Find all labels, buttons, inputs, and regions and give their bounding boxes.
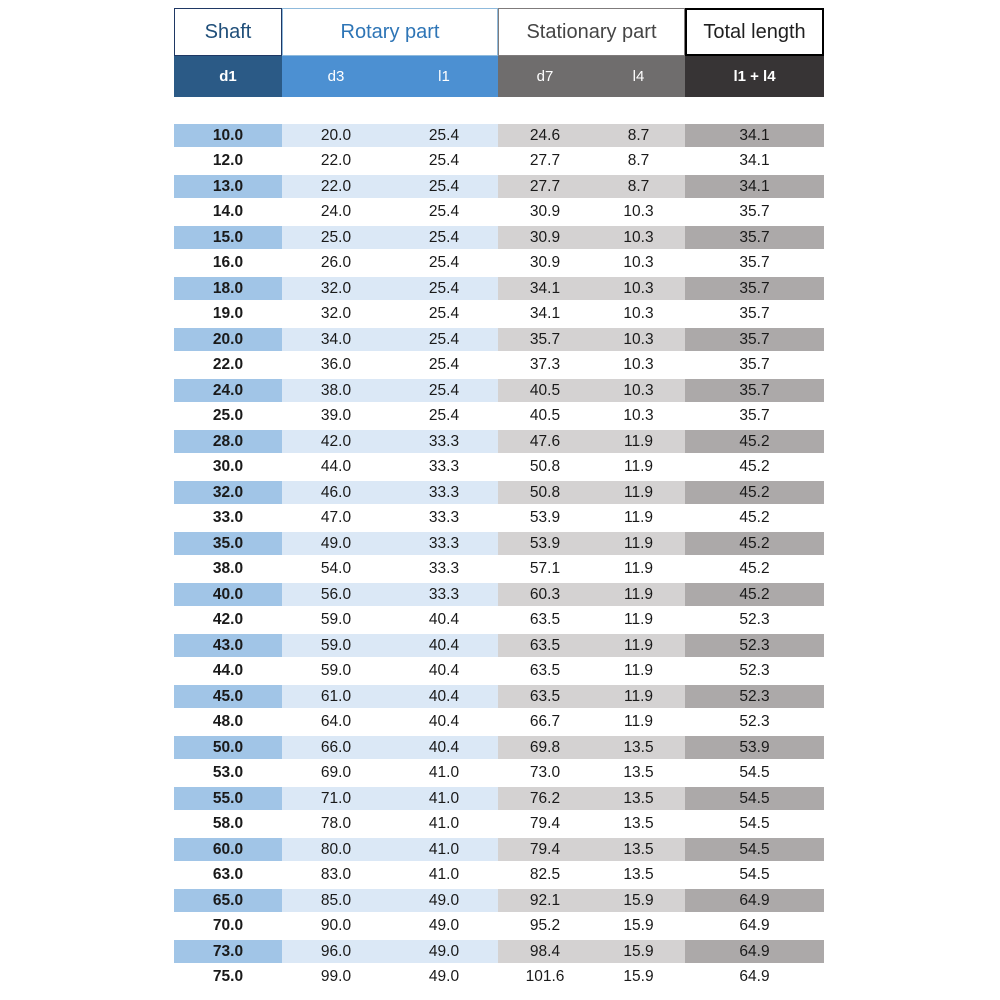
cell-l1-plus-l4: 64.9 bbox=[685, 889, 824, 912]
cell-l1: 49.0 bbox=[428, 968, 460, 985]
cell-d7: 27.7 bbox=[529, 152, 561, 169]
cell-l1: 33.3 bbox=[390, 430, 498, 453]
cell-d1: 58.0 bbox=[212, 815, 244, 832]
cell-l1: 49.0 bbox=[390, 889, 498, 912]
cell-d3: 80.0 bbox=[282, 838, 390, 861]
table-row bbox=[174, 226, 824, 249]
cell-l4: 11.9 bbox=[592, 583, 685, 606]
cell-d1: 24.0 bbox=[174, 379, 282, 402]
cell-d7: 27.7 bbox=[498, 175, 592, 198]
cell-l1: 25.4 bbox=[428, 305, 460, 322]
cell-d1: 48.0 bbox=[212, 713, 244, 730]
cell-l1: 25.4 bbox=[428, 407, 460, 424]
cell-l1: 33.3 bbox=[390, 532, 498, 555]
cell-d1: 15.0 bbox=[174, 226, 282, 249]
cell-d1: 45.0 bbox=[174, 685, 282, 708]
cell-l4: 11.9 bbox=[623, 611, 654, 628]
cell-d3: 59.0 bbox=[282, 634, 390, 657]
cell-d3: 39.0 bbox=[320, 407, 352, 424]
cell-l1-plus-l4: 45.2 bbox=[685, 430, 824, 453]
cell-d1: 25.0 bbox=[212, 407, 244, 424]
cell-l4: 11.9 bbox=[592, 634, 685, 657]
cell-l1-plus-l4: 35.7 bbox=[685, 277, 824, 300]
table-row bbox=[174, 736, 824, 759]
cell-l4: 11.9 bbox=[623, 662, 654, 679]
cell-l4: 13.5 bbox=[592, 838, 685, 861]
cell-l4: 10.3 bbox=[623, 356, 654, 373]
cell-l1: 41.0 bbox=[390, 787, 498, 810]
cell-l4: 11.9 bbox=[623, 509, 654, 526]
cell-l1: 33.3 bbox=[428, 509, 460, 526]
cell-d7: 40.5 bbox=[498, 379, 592, 402]
cell-l1: 25.4 bbox=[390, 175, 498, 198]
cell-d7: 63.5 bbox=[529, 611, 561, 628]
cell-d1: 18.0 bbox=[174, 277, 282, 300]
cell-l1: 40.4 bbox=[428, 713, 460, 730]
header-group-shaft bbox=[174, 8, 282, 56]
cell-d3: 78.0 bbox=[320, 815, 352, 832]
cell-l1-plus-l4: 53.9 bbox=[685, 736, 824, 759]
cell-l1-plus-l4: 54.5 bbox=[739, 764, 770, 781]
cell-d7: 34.1 bbox=[498, 277, 592, 300]
cell-d7: 63.5 bbox=[498, 685, 592, 708]
cell-l4: 13.5 bbox=[623, 815, 654, 832]
cell-l4: 15.9 bbox=[623, 917, 654, 934]
table-row bbox=[174, 660, 824, 683]
cell-d7: 40.5 bbox=[529, 407, 561, 424]
cell-d7: 30.9 bbox=[529, 254, 561, 271]
table-row bbox=[174, 889, 824, 912]
cell-l1-plus-l4: 52.3 bbox=[739, 713, 770, 730]
cell-l1: 40.4 bbox=[390, 736, 498, 759]
cell-l4: 11.9 bbox=[592, 532, 685, 555]
cell-d1: 20.0 bbox=[174, 328, 282, 351]
cell-d3: 44.0 bbox=[320, 458, 352, 475]
cell-l1-plus-l4: 35.7 bbox=[739, 203, 770, 220]
header-group-stationary-part bbox=[498, 8, 685, 56]
cell-d1: 10.0 bbox=[174, 124, 282, 147]
cell-d3: 36.0 bbox=[320, 356, 352, 373]
header-group-shaft-label: Shaft bbox=[204, 20, 252, 43]
cell-l1-plus-l4: 35.7 bbox=[685, 379, 824, 402]
table-row bbox=[174, 609, 824, 632]
cell-d1: 33.0 bbox=[212, 509, 244, 526]
cell-l4: 10.3 bbox=[623, 254, 654, 271]
cell-d7: 101.6 bbox=[525, 968, 565, 985]
cell-l1-plus-l4: 54.5 bbox=[685, 787, 824, 810]
cell-l1: 41.0 bbox=[428, 764, 460, 781]
table-row bbox=[174, 711, 824, 734]
table-row bbox=[174, 685, 824, 708]
cell-l4: 11.9 bbox=[592, 685, 685, 708]
header-group-total-length-label: Total length bbox=[703, 20, 806, 43]
cell-l1: 41.0 bbox=[428, 815, 460, 832]
cell-d7: 73.0 bbox=[529, 764, 561, 781]
cell-d7: 24.6 bbox=[498, 124, 592, 147]
table-row bbox=[174, 405, 824, 428]
cell-d7: 79.4 bbox=[529, 815, 561, 832]
cell-d7: 47.6 bbox=[498, 430, 592, 453]
table-row bbox=[174, 277, 824, 300]
cell-d3: 56.0 bbox=[282, 583, 390, 606]
table-body bbox=[174, 124, 824, 989]
cell-l4: 10.3 bbox=[623, 305, 654, 322]
subheader-d7: d7 bbox=[498, 56, 592, 97]
cell-d1: 30.0 bbox=[212, 458, 244, 475]
cell-l1: 40.4 bbox=[390, 685, 498, 708]
subheader-l4: l4 bbox=[592, 56, 685, 97]
cell-d3: 69.0 bbox=[320, 764, 352, 781]
header-body-gap bbox=[174, 97, 824, 124]
cell-l1: 25.4 bbox=[428, 203, 460, 220]
table-row bbox=[174, 558, 824, 581]
cell-d1: 50.0 bbox=[174, 736, 282, 759]
header-group-total-length bbox=[685, 8, 824, 56]
cell-l4: 13.5 bbox=[592, 736, 685, 759]
cell-d1: 19.0 bbox=[212, 305, 244, 322]
cell-l1-plus-l4: 35.7 bbox=[739, 356, 770, 373]
cell-d1: 12.0 bbox=[212, 152, 244, 169]
table-header-groups bbox=[174, 8, 824, 56]
cell-d1: 60.0 bbox=[174, 838, 282, 861]
cell-l1-plus-l4: 35.7 bbox=[685, 226, 824, 249]
cell-l1-plus-l4: 45.2 bbox=[739, 458, 770, 475]
cell-d3: 99.0 bbox=[320, 968, 352, 985]
cell-d7: 63.5 bbox=[498, 634, 592, 657]
cell-d7: 50.8 bbox=[498, 481, 592, 504]
table-row bbox=[174, 124, 824, 147]
cell-l1: 49.0 bbox=[428, 917, 460, 934]
cell-l4: 11.9 bbox=[623, 458, 654, 475]
cell-d3: 22.0 bbox=[282, 175, 390, 198]
cell-d3: 42.0 bbox=[282, 430, 390, 453]
cell-d1: 22.0 bbox=[212, 356, 244, 373]
cell-d1: 43.0 bbox=[174, 634, 282, 657]
header-group-stationary-part-label: Stationary part bbox=[526, 20, 657, 43]
cell-l1-plus-l4: 35.7 bbox=[739, 254, 770, 271]
cell-d3: 24.0 bbox=[320, 203, 352, 220]
table-row bbox=[174, 507, 824, 530]
subheader-l1-plus-l4: l1 + l4 bbox=[685, 56, 824, 97]
table-row bbox=[174, 175, 824, 198]
table-row bbox=[174, 864, 824, 887]
cell-l4: 10.3 bbox=[623, 407, 654, 424]
cell-l4: 8.7 bbox=[627, 152, 650, 169]
cell-l4: 15.9 bbox=[592, 940, 685, 963]
cell-l4: 10.3 bbox=[623, 203, 654, 220]
subheader-d1: d1 bbox=[174, 56, 282, 97]
cell-l4: 8.7 bbox=[592, 175, 685, 198]
cell-d7: 60.3 bbox=[498, 583, 592, 606]
cell-l1-plus-l4: 64.9 bbox=[739, 968, 770, 985]
cell-d1: 55.0 bbox=[174, 787, 282, 810]
cell-d7: 53.9 bbox=[498, 532, 592, 555]
table-row bbox=[174, 328, 824, 351]
cell-d1: 35.0 bbox=[174, 532, 282, 555]
cell-l4: 10.3 bbox=[592, 226, 685, 249]
cell-d3: 96.0 bbox=[282, 940, 390, 963]
table-row bbox=[174, 379, 824, 402]
cell-d3: 90.0 bbox=[320, 917, 352, 934]
cell-l1-plus-l4: 52.3 bbox=[685, 685, 824, 708]
cell-l1: 25.4 bbox=[390, 328, 498, 351]
cell-l1-plus-l4: 35.7 bbox=[685, 328, 824, 351]
cell-l4: 13.5 bbox=[592, 787, 685, 810]
cell-l1-plus-l4: 45.2 bbox=[739, 509, 770, 526]
header-group-rotary-part bbox=[282, 8, 498, 56]
cell-l1-plus-l4: 45.2 bbox=[685, 583, 824, 606]
cell-l1: 33.3 bbox=[390, 583, 498, 606]
cell-l4: 10.3 bbox=[592, 277, 685, 300]
cell-d7: 37.3 bbox=[529, 356, 561, 373]
cell-l1: 33.3 bbox=[390, 481, 498, 504]
cell-l1-plus-l4: 54.5 bbox=[739, 866, 770, 883]
cell-d7: 66.7 bbox=[529, 713, 561, 730]
table-row bbox=[174, 813, 824, 836]
cell-l1-plus-l4: 64.9 bbox=[685, 940, 824, 963]
table-row bbox=[174, 303, 824, 326]
table-row bbox=[174, 430, 824, 453]
cell-d3: 26.0 bbox=[320, 254, 352, 271]
table-row bbox=[174, 354, 824, 377]
cell-l1-plus-l4: 52.3 bbox=[739, 611, 770, 628]
cell-d1: 73.0 bbox=[174, 940, 282, 963]
header-group-rotary-part-label: Rotary part bbox=[340, 20, 440, 43]
cell-d1: 32.0 bbox=[174, 481, 282, 504]
cell-l1: 40.4 bbox=[428, 611, 460, 628]
table-row bbox=[174, 940, 824, 963]
cell-d7: 76.2 bbox=[498, 787, 592, 810]
cell-l1: 40.4 bbox=[390, 634, 498, 657]
cell-d7: 57.1 bbox=[529, 560, 561, 577]
cell-l4: 15.9 bbox=[623, 968, 654, 985]
cell-l4: 11.9 bbox=[592, 481, 685, 504]
cell-l1-plus-l4: 52.3 bbox=[685, 634, 824, 657]
cell-d3: 49.0 bbox=[282, 532, 390, 555]
cell-d3: 59.0 bbox=[320, 662, 352, 679]
cell-l4: 13.5 bbox=[623, 866, 654, 883]
cell-l1: 25.4 bbox=[428, 152, 460, 169]
table-row bbox=[174, 532, 824, 555]
cell-l1-plus-l4: 45.2 bbox=[685, 532, 824, 555]
cell-l1-plus-l4: 54.5 bbox=[739, 815, 770, 832]
cell-d7: 50.8 bbox=[529, 458, 561, 475]
cell-d7: 53.9 bbox=[529, 509, 561, 526]
cell-d3: 54.0 bbox=[320, 560, 352, 577]
cell-d3: 46.0 bbox=[282, 481, 390, 504]
cell-d1: 42.0 bbox=[212, 611, 244, 628]
cell-d1: 40.0 bbox=[174, 583, 282, 606]
cell-d3: 64.0 bbox=[320, 713, 352, 730]
cell-l1: 40.4 bbox=[428, 662, 460, 679]
cell-l1: 25.4 bbox=[390, 379, 498, 402]
table-row bbox=[174, 252, 824, 275]
cell-d1: 13.0 bbox=[174, 175, 282, 198]
cell-l4: 10.3 bbox=[592, 379, 685, 402]
cell-d1: 16.0 bbox=[212, 254, 244, 271]
table-row bbox=[174, 966, 824, 989]
cell-d3: 83.0 bbox=[320, 866, 352, 883]
dimension-table bbox=[174, 8, 824, 991]
cell-d3: 66.0 bbox=[282, 736, 390, 759]
cell-d3: 85.0 bbox=[282, 889, 390, 912]
cell-d3: 32.0 bbox=[282, 277, 390, 300]
cell-d1: 75.0 bbox=[212, 968, 244, 985]
cell-d3: 59.0 bbox=[320, 611, 352, 628]
cell-l1-plus-l4: 35.7 bbox=[739, 305, 770, 322]
subheader-d3: d3 bbox=[282, 56, 390, 97]
cell-d3: 47.0 bbox=[320, 509, 352, 526]
cell-d1: 65.0 bbox=[174, 889, 282, 912]
cell-l1-plus-l4: 54.5 bbox=[685, 838, 824, 861]
table-row bbox=[174, 150, 824, 173]
cell-d1: 44.0 bbox=[212, 662, 244, 679]
table-row bbox=[174, 634, 824, 657]
cell-l1-plus-l4: 45.2 bbox=[739, 560, 770, 577]
cell-d7: 79.4 bbox=[498, 838, 592, 861]
table-subheaders bbox=[174, 56, 824, 97]
cell-d7: 35.7 bbox=[498, 328, 592, 351]
cell-l1-plus-l4: 35.7 bbox=[739, 407, 770, 424]
cell-d3: 71.0 bbox=[282, 787, 390, 810]
cell-l1: 33.3 bbox=[428, 560, 460, 577]
cell-l4: 11.9 bbox=[623, 560, 654, 577]
table-row bbox=[174, 481, 824, 504]
cell-l1-plus-l4: 34.1 bbox=[685, 175, 824, 198]
table-row bbox=[174, 201, 824, 224]
cell-d1: 70.0 bbox=[212, 917, 244, 934]
cell-l1-plus-l4: 52.3 bbox=[739, 662, 770, 679]
cell-l1-plus-l4: 34.1 bbox=[685, 124, 824, 147]
cell-d7: 30.9 bbox=[529, 203, 561, 220]
cell-l1-plus-l4: 34.1 bbox=[739, 152, 770, 169]
cell-d1: 63.0 bbox=[212, 866, 244, 883]
table-row bbox=[174, 915, 824, 938]
cell-d3: 22.0 bbox=[320, 152, 352, 169]
cell-d3: 20.0 bbox=[282, 124, 390, 147]
cell-d3: 34.0 bbox=[282, 328, 390, 351]
cell-l4: 11.9 bbox=[623, 713, 654, 730]
cell-d7: 30.9 bbox=[498, 226, 592, 249]
cell-d1: 38.0 bbox=[212, 560, 244, 577]
cell-d1: 28.0 bbox=[174, 430, 282, 453]
cell-l1: 25.4 bbox=[390, 226, 498, 249]
table-row bbox=[174, 456, 824, 479]
cell-l1: 33.3 bbox=[428, 458, 460, 475]
cell-l4: 15.9 bbox=[592, 889, 685, 912]
cell-d3: 61.0 bbox=[282, 685, 390, 708]
cell-l1: 49.0 bbox=[390, 940, 498, 963]
cell-l1: 41.0 bbox=[390, 838, 498, 861]
cell-d7: 63.5 bbox=[529, 662, 561, 679]
cell-d7: 92.1 bbox=[498, 889, 592, 912]
cell-l1: 25.4 bbox=[428, 254, 460, 271]
cell-l4: 11.9 bbox=[592, 430, 685, 453]
cell-d7: 82.5 bbox=[529, 866, 561, 883]
cell-d1: 53.0 bbox=[212, 764, 244, 781]
cell-l1: 25.4 bbox=[390, 124, 498, 147]
cell-d3: 32.0 bbox=[320, 305, 352, 322]
cell-d7: 69.8 bbox=[498, 736, 592, 759]
cell-l1: 25.4 bbox=[428, 356, 460, 373]
cell-l1: 25.4 bbox=[390, 277, 498, 300]
cell-d7: 98.4 bbox=[498, 940, 592, 963]
table-row bbox=[174, 838, 824, 861]
cell-l4: 13.5 bbox=[623, 764, 654, 781]
subheader-l1: l1 bbox=[390, 56, 498, 97]
cell-d1: 14.0 bbox=[212, 203, 244, 220]
cell-d3: 38.0 bbox=[282, 379, 390, 402]
table-row bbox=[174, 583, 824, 606]
cell-l4: 8.7 bbox=[592, 124, 685, 147]
cell-l1-plus-l4: 45.2 bbox=[685, 481, 824, 504]
table-row bbox=[174, 787, 824, 810]
table-row bbox=[174, 762, 824, 785]
cell-d7: 95.2 bbox=[529, 917, 561, 934]
cell-d7: 34.1 bbox=[529, 305, 561, 322]
cell-l1-plus-l4: 64.9 bbox=[739, 917, 770, 934]
cell-l1: 41.0 bbox=[428, 866, 460, 883]
cell-d3: 25.0 bbox=[282, 226, 390, 249]
cell-l4: 10.3 bbox=[592, 328, 685, 351]
